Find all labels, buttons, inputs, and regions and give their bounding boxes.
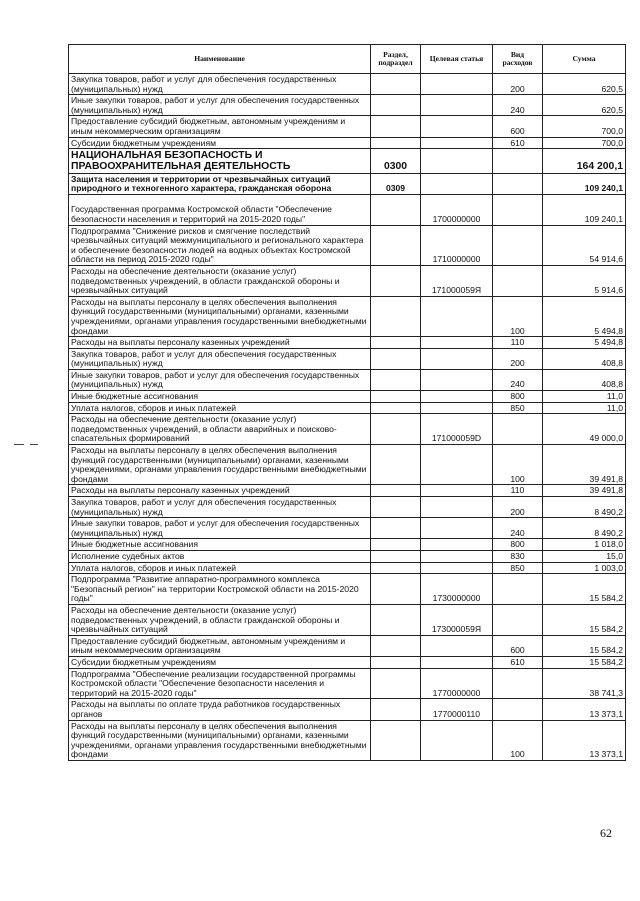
- cell-type: [493, 265, 543, 296]
- cell-target: [421, 95, 493, 116]
- table-row: [69, 391, 626, 403]
- cell-sum: 1 003,0: [543, 562, 626, 574]
- cell-sum: 49 000,0: [543, 414, 626, 445]
- cell-target: [421, 137, 493, 149]
- budget-table: [68, 44, 626, 761]
- table-row: [69, 348, 626, 369]
- cell-sum: 5 494,8: [543, 337, 626, 349]
- cell-target: [421, 296, 493, 336]
- cell-name: Расходы на выплаты персоналу в целях обеспечения выполнения функций государственными (муниципальными) органами, казенными учреждениями, органами управления государственными внебюджетными фондами: [69, 445, 371, 485]
- cell-section: [371, 656, 421, 668]
- cell-sum: 11,0: [543, 402, 626, 414]
- table-header: [69, 45, 626, 74]
- cell-sum: 1 018,0: [543, 539, 626, 551]
- table-row: [69, 296, 626, 336]
- cell-section: [371, 551, 421, 563]
- cell-name: Иные бюджетные ассигнования: [69, 539, 371, 551]
- cell-type: 850: [493, 402, 543, 414]
- cell-type: 240: [493, 369, 543, 390]
- table-row: [69, 194, 626, 225]
- cell-type: 200: [493, 74, 543, 95]
- table-row: [69, 116, 626, 137]
- cell-type: [493, 605, 543, 636]
- cell-target: 1710000000: [421, 225, 493, 265]
- cell-name: Расходы на обеспечение деятельности (оказание услуг) подведомственных учреждений, в области гражданской обороны и чрезвычайных ситуаций: [69, 605, 371, 636]
- cell-name: Субсидии бюджетным учреждениям: [69, 137, 371, 149]
- cell-target: 1700000000: [421, 194, 493, 225]
- cell-target: [421, 173, 493, 194]
- cell-target: [421, 518, 493, 539]
- cell-section: [371, 137, 421, 149]
- cell-section: [371, 402, 421, 414]
- cell-sum: 620,5: [543, 95, 626, 116]
- cell-section: [371, 668, 421, 699]
- table-row: [69, 414, 626, 445]
- cell-section: [371, 562, 421, 574]
- page-number: 62: [600, 826, 612, 840]
- cell-target: [421, 116, 493, 137]
- cell-name: Подпрограмма "Развитие аппаратно-программного комплекса "Безопасный регион" на территории Костромской области на 2015-2020 годы": [69, 574, 371, 605]
- table-row: [69, 74, 626, 95]
- cell-section: [371, 635, 421, 656]
- cell-name: Предоставление субсидий бюджетным, автономным учреждениям и иным некоммерческим организациям: [69, 635, 371, 656]
- cell-name: Подпрограмма "Обеспечение реализации государственной программы Костромской области "Обеспечение безопасности населения и территорий на 2015-2020 годы": [69, 668, 371, 699]
- cell-target: 171000059Я: [421, 265, 493, 296]
- cell-section: [371, 116, 421, 137]
- cell-sum: 13 373,1: [543, 699, 626, 720]
- cell-type: [493, 668, 543, 699]
- cell-target: 1770000110: [421, 699, 493, 720]
- cell-type: 610: [493, 656, 543, 668]
- cell-section: [371, 445, 421, 485]
- cell-name: Расходы на выплаты персоналу казенных учреждений: [69, 337, 371, 349]
- cell-target: [421, 551, 493, 563]
- cell-section: [371, 74, 421, 95]
- cell-section: [371, 369, 421, 390]
- cell-type: 610: [493, 137, 543, 149]
- table-row: [69, 539, 626, 551]
- cell-type: 240: [493, 95, 543, 116]
- cell-sum: 700,0: [543, 137, 626, 149]
- table-row: [69, 402, 626, 414]
- cell-target: [421, 369, 493, 390]
- table-row: [69, 562, 626, 574]
- cell-sum: 11,0: [543, 391, 626, 403]
- cell-section: [371, 194, 421, 225]
- table-row: [69, 720, 626, 760]
- cell-section: 0300: [371, 149, 421, 173]
- table-row: [69, 699, 626, 720]
- cell-sum: 109 240,1: [543, 194, 626, 225]
- cell-section: [371, 497, 421, 518]
- cell-section: [371, 699, 421, 720]
- cell-section: [371, 485, 421, 497]
- table-row: [69, 369, 626, 390]
- cell-sum: 8 490,2: [543, 518, 626, 539]
- cell-sum: 620,5: [543, 74, 626, 95]
- cell-type: 600: [493, 635, 543, 656]
- cell-sum: 700,0: [543, 116, 626, 137]
- cell-target: [421, 391, 493, 403]
- cell-name: Иные закупки товаров, работ и услуг для обеспечения государственных (муниципальных) нужд: [69, 518, 371, 539]
- header-sum: Сумма: [543, 45, 626, 74]
- header-name: Наименование: [69, 45, 371, 74]
- cell-target: [421, 149, 493, 173]
- cell-type: 800: [493, 391, 543, 403]
- cell-name: Закупка товаров, работ и услуг для обеспечения государственных (муниципальных) нужд: [69, 348, 371, 369]
- table-body: [69, 74, 626, 761]
- cell-section: [371, 574, 421, 605]
- cell-target: [421, 485, 493, 497]
- cell-target: [421, 445, 493, 485]
- cell-type: [493, 699, 543, 720]
- cell-type: [493, 173, 543, 194]
- cell-section: [371, 414, 421, 445]
- cell-target: 173000059Я: [421, 605, 493, 636]
- header-section: Раздел, подраздел: [371, 45, 421, 74]
- table-row: [69, 605, 626, 636]
- cell-type: 110: [493, 337, 543, 349]
- cell-name: НАЦИОНАЛЬНАЯ БЕЗОПАСНОСТЬ И ПРАВООХРАНИТЕЛЬНАЯ ДЕЯТЕЛЬНОСТЬ: [69, 149, 371, 173]
- cell-sum: 15,0: [543, 551, 626, 563]
- cell-type: 800: [493, 539, 543, 551]
- cell-target: [421, 497, 493, 518]
- cell-type: 830: [493, 551, 543, 563]
- cell-section: [371, 605, 421, 636]
- cell-section: 0309: [371, 173, 421, 194]
- scan-mark: [30, 444, 38, 445]
- cell-name: Расходы на выплаты по оплате труда работников государственных органов: [69, 699, 371, 720]
- cell-target: [421, 348, 493, 369]
- cell-sum: 5 494,8: [543, 296, 626, 336]
- cell-name: Расходы на обеспечение деятельности (оказание услуг) подведомственных учреждений, в области гражданской обороны и чрезвычайных ситуаций: [69, 265, 371, 296]
- cell-name: Уплата налогов, сборов и иных платежей: [69, 562, 371, 574]
- cell-type: 100: [493, 720, 543, 760]
- table-row: [69, 518, 626, 539]
- cell-name: Иные бюджетные ассигнования: [69, 391, 371, 403]
- cell-type: 850: [493, 562, 543, 574]
- cell-name: Иные закупки товаров, работ и услуг для обеспечения государственных (муниципальных) нужд: [69, 369, 371, 390]
- table-row: [69, 551, 626, 563]
- cell-target: 1730000000: [421, 574, 493, 605]
- cell-sum: 15 584,2: [543, 635, 626, 656]
- cell-type: 600: [493, 116, 543, 137]
- cell-section: [371, 225, 421, 265]
- cell-name: Государственная программа Костромской области "Обеспечение безопасности населения и территорий на 2015-2020 годы": [69, 194, 371, 225]
- cell-sum: 13 373,1: [543, 720, 626, 760]
- cell-sum: 5 914,6: [543, 265, 626, 296]
- cell-sum: 39 491,8: [543, 445, 626, 485]
- cell-type: [493, 149, 543, 173]
- cell-section: [371, 265, 421, 296]
- cell-section: [371, 539, 421, 551]
- cell-sum: 15 584,2: [543, 605, 626, 636]
- cell-target: [421, 635, 493, 656]
- cell-sum: 15 584,2: [543, 574, 626, 605]
- cell-target: 1770000000: [421, 668, 493, 699]
- cell-sum: 408,8: [543, 348, 626, 369]
- cell-name: Защита населения и территории от чрезвычайных ситуаций природного и техногенного характера, гражданская оборона: [69, 173, 371, 194]
- cell-name: Расходы на выплаты персоналу в целях обеспечения выполнения функций государственными (муниципальными) органами, казенными учреждениями, органами управления государственными внебюджетными фондами: [69, 296, 371, 336]
- table-row: [69, 656, 626, 668]
- cell-type: [493, 194, 543, 225]
- cell-name: Закупка товаров, работ и услуг для обеспечения государственных (муниципальных) нужд: [69, 74, 371, 95]
- cell-target: [421, 720, 493, 760]
- cell-name: Расходы на выплаты персоналу казенных учреждений: [69, 485, 371, 497]
- cell-name: Уплата налогов, сборов и иных платежей: [69, 402, 371, 414]
- cell-type: 200: [493, 497, 543, 518]
- table-row: [69, 635, 626, 656]
- table-row: [69, 95, 626, 116]
- cell-sum: 109 240,1: [543, 173, 626, 194]
- table-row: [69, 497, 626, 518]
- cell-name: Расходы на обеспечение деятельности (оказание услуг) подведомственных учреждений, в области аварийных и поисково-спасательных формирований: [69, 414, 371, 445]
- cell-name: Предоставление субсидий бюджетным, автономным учреждениям и иным некоммерческим организациям: [69, 116, 371, 137]
- cell-type: [493, 574, 543, 605]
- table-row: [69, 485, 626, 497]
- table-row: [69, 225, 626, 265]
- table-row: [69, 137, 626, 149]
- cell-target: [421, 562, 493, 574]
- cell-name: Иные закупки товаров, работ и услуг для обеспечения государственных (муниципальных) нужд: [69, 95, 371, 116]
- table-row: [69, 337, 626, 349]
- cell-target: 171000059D: [421, 414, 493, 445]
- header-type: Вид расходов: [493, 45, 543, 74]
- cell-type: [493, 225, 543, 265]
- cell-target: [421, 337, 493, 349]
- cell-section: [371, 296, 421, 336]
- cell-name: Расходы на выплаты персоналу в целях обеспечения выполнения функций государственными (муниципальными) органами, казенными учреждениями, органами управления государственными внебюджетными фондами: [69, 720, 371, 760]
- table-row: [69, 265, 626, 296]
- cell-section: [371, 518, 421, 539]
- cell-target: [421, 539, 493, 551]
- cell-target: [421, 656, 493, 668]
- table-row: [69, 574, 626, 605]
- cell-type: 100: [493, 445, 543, 485]
- cell-sum: 15 584,2: [543, 656, 626, 668]
- cell-type: 240: [493, 518, 543, 539]
- cell-target: [421, 402, 493, 414]
- cell-name: Исполнение судебных актов: [69, 551, 371, 563]
- cell-target: [421, 74, 493, 95]
- cell-sum: 164 200,1: [543, 149, 626, 173]
- cell-type: 110: [493, 485, 543, 497]
- cell-section: [371, 391, 421, 403]
- table-row: [69, 668, 626, 699]
- cell-type: 100: [493, 296, 543, 336]
- table-row: [69, 445, 626, 485]
- cell-section: [371, 95, 421, 116]
- cell-sum: 38 741,3: [543, 668, 626, 699]
- cell-sum: 408,8: [543, 369, 626, 390]
- table-row: [69, 173, 626, 194]
- cell-type: [493, 414, 543, 445]
- cell-name: Подпрограмма "Снижение рисков и смягчение последствий чрезвычайных ситуаций межмуниципального и регионального характера и обеспечение безопасности людей на водных объектах Костромской области на период 2015-2020 годы": [69, 225, 371, 265]
- cell-section: [371, 348, 421, 369]
- header-target: Целевая статья: [421, 45, 493, 74]
- cell-sum: 54 914,6: [543, 225, 626, 265]
- cell-type: 200: [493, 348, 543, 369]
- cell-section: [371, 337, 421, 349]
- cell-name: Закупка товаров, работ и услуг для обеспечения государственных (муниципальных) нужд: [69, 497, 371, 518]
- cell-name: Субсидии бюджетным учреждениям: [69, 656, 371, 668]
- cell-sum: 39 491,8: [543, 485, 626, 497]
- table-row: [69, 149, 626, 173]
- scan-mark: [14, 444, 24, 445]
- cell-section: [371, 720, 421, 760]
- cell-sum: 8 490,2: [543, 497, 626, 518]
